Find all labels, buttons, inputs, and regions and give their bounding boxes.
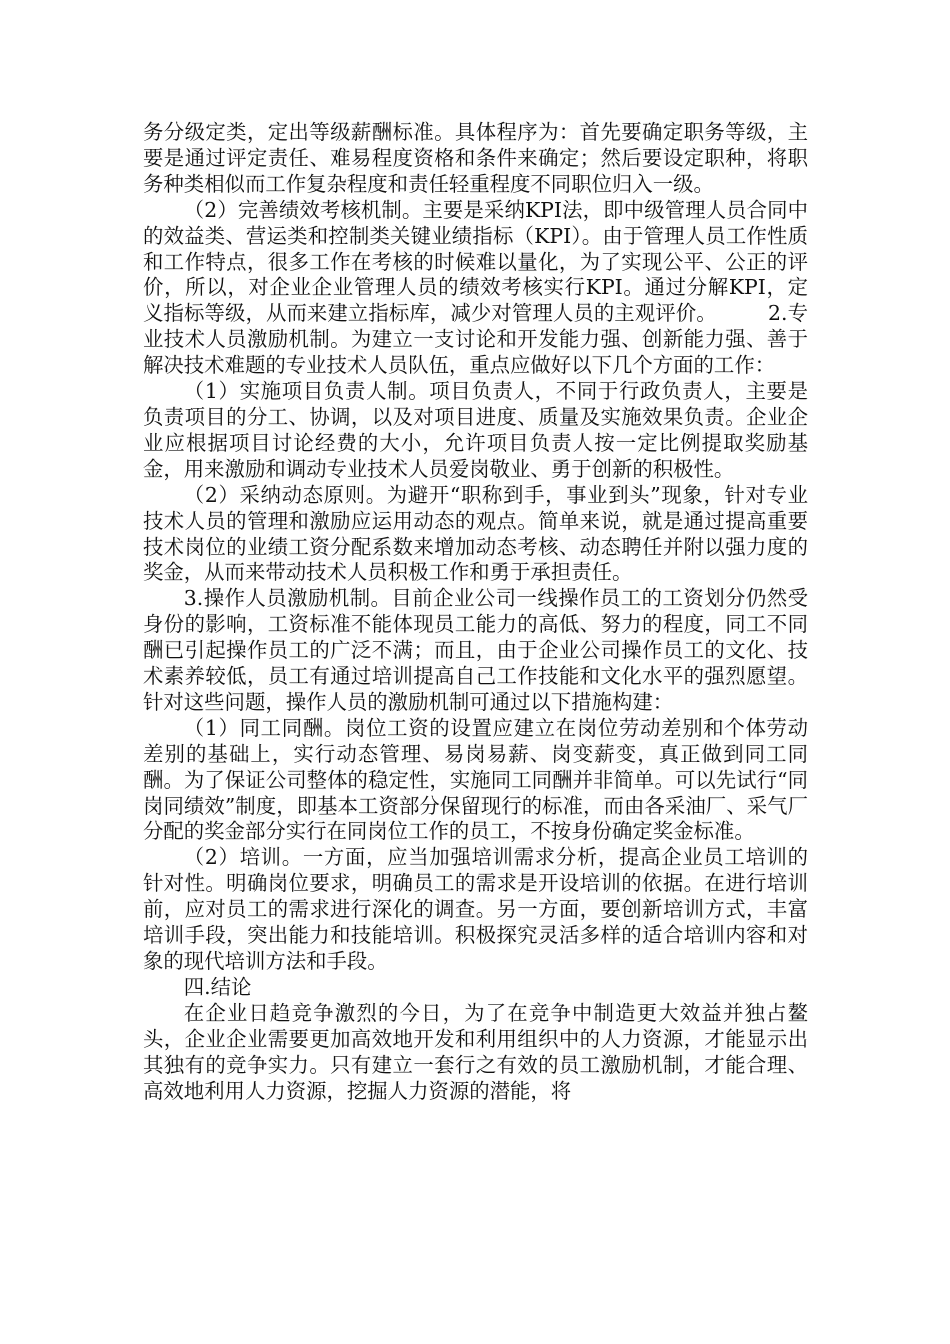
paragraph-project-leader: （1）实施项目负责人制。项目负责人，不同于行政负责人，主要是负责项目的分工、协调，以及对项目进度、质量及实施效果负责。企业企业应根据项目讨论经费的大小，允许项目负责人按一定比例提取奖励基金，用来激励和调动专业技术人员爱岗敬业、勇于创新的积极性。 [143,379,808,481]
paragraph-equal-pay: （1）同工同酬。岗位工资的设置应建立在岗位劳动差别和个体劳动差别的基础上，实行动态管理、易岗易薪、岗变薪变，真正做到同工同酬。为了保证公司整体的稳定性，实施同工同酬并非简单。可以先试行“同岗同绩效”制度，即基本工资部分保留现行的标准，而由各采油厂、采气厂分配的奖金部分实行在同岗位工作的员工，不按身份确定奖金标准。 [143,715,808,844]
section-heading-conclusion: 四.结论 [183,974,252,999]
paragraph-conclusion: 在企业日趋竞争激烈的今日，为了在竞争中制造更大效益并独占鳌头，企业企业需要更加高效地开发和利用组织中的人力资源，才能显示出其独有的竞争实力。只有建立一套行之有效的员工激励机制，才能合理、高效地利用人力资源，挖掘人力资源的潜能，将 [143,1000,808,1103]
paragraph-job-grading: 务分级定类，定出等级薪酬标准。具体程序为：首先要确定职务等级，主要是通过评定责任、难易程度资格和条件来确定；然后要设定职种，将职务种类相似而工作复杂程度和责任轻重程度不同职位归入一级。 [143,120,808,196]
paragraph-dynamic-principle: （2）采纳动态原则。为避开“职称到手，事业到头”现象，针对专业技术人员的管理和激励应运用动态的观点。简单来说，就是通过提高重要技术岗位的业绩工资分配系数来增加动态考核、动态聘任并附以强力度的奖金，从而来带动技术人员积极工作和勇于承担责任。 [143,482,808,585]
paragraph-operator-incentive: 3.操作人员激励机制。目前企业公司一线操作员工的工资划分仍然受身份的影响，工资标准不能体现员工能力的高低、努力的程度，同工不同酬已引起操作员工的广泛不满；而且，由于企业公司操作员工的文化、技术素养较低，员工有通过培训提高自己工作技能和文化水平的强烈愿望。针对这些问题，操作人员的激励机制可通过以下措施构建： [143,586,808,714]
paragraph-performance-assessment: （2）完善绩效考核机制。主要是采纳KPI法，即中级管理人员合同中的效益类、营运类和控制类关键业绩指标（KPI）。由于管理人员工作性质和工作特点，很多工作在考核的时候难以量化，为了实现公平、公正的评价，所以，对企业企业管理人员的绩效考核实行KPI。通过分解KPI，定义指标等级，从而来建立指标库，减少对管理人员的主观评价。 2.专业技术人员激励机制。为建立一支讨论和开发能力强、创新能力强、善于解决技术难题的专业技术人员队伍，重点应做好以下几个方面的工作： [143,197,808,378]
paragraph-training: （2）培训。一方面，应当加强培训需求分析，提高企业员工培训的针对性。明确岗位要求，明确员工的需求是开设培训的依据。在进行培训前，应对员工的需求进行深化的调查。另一方面，要创新培训方式，丰富培训手段，突出能力和技能培训。积极探究灵活多样的适合培训内容和对象的现代培训方法和手段。 [143,845,808,973]
document-body [143,120,808,1104]
